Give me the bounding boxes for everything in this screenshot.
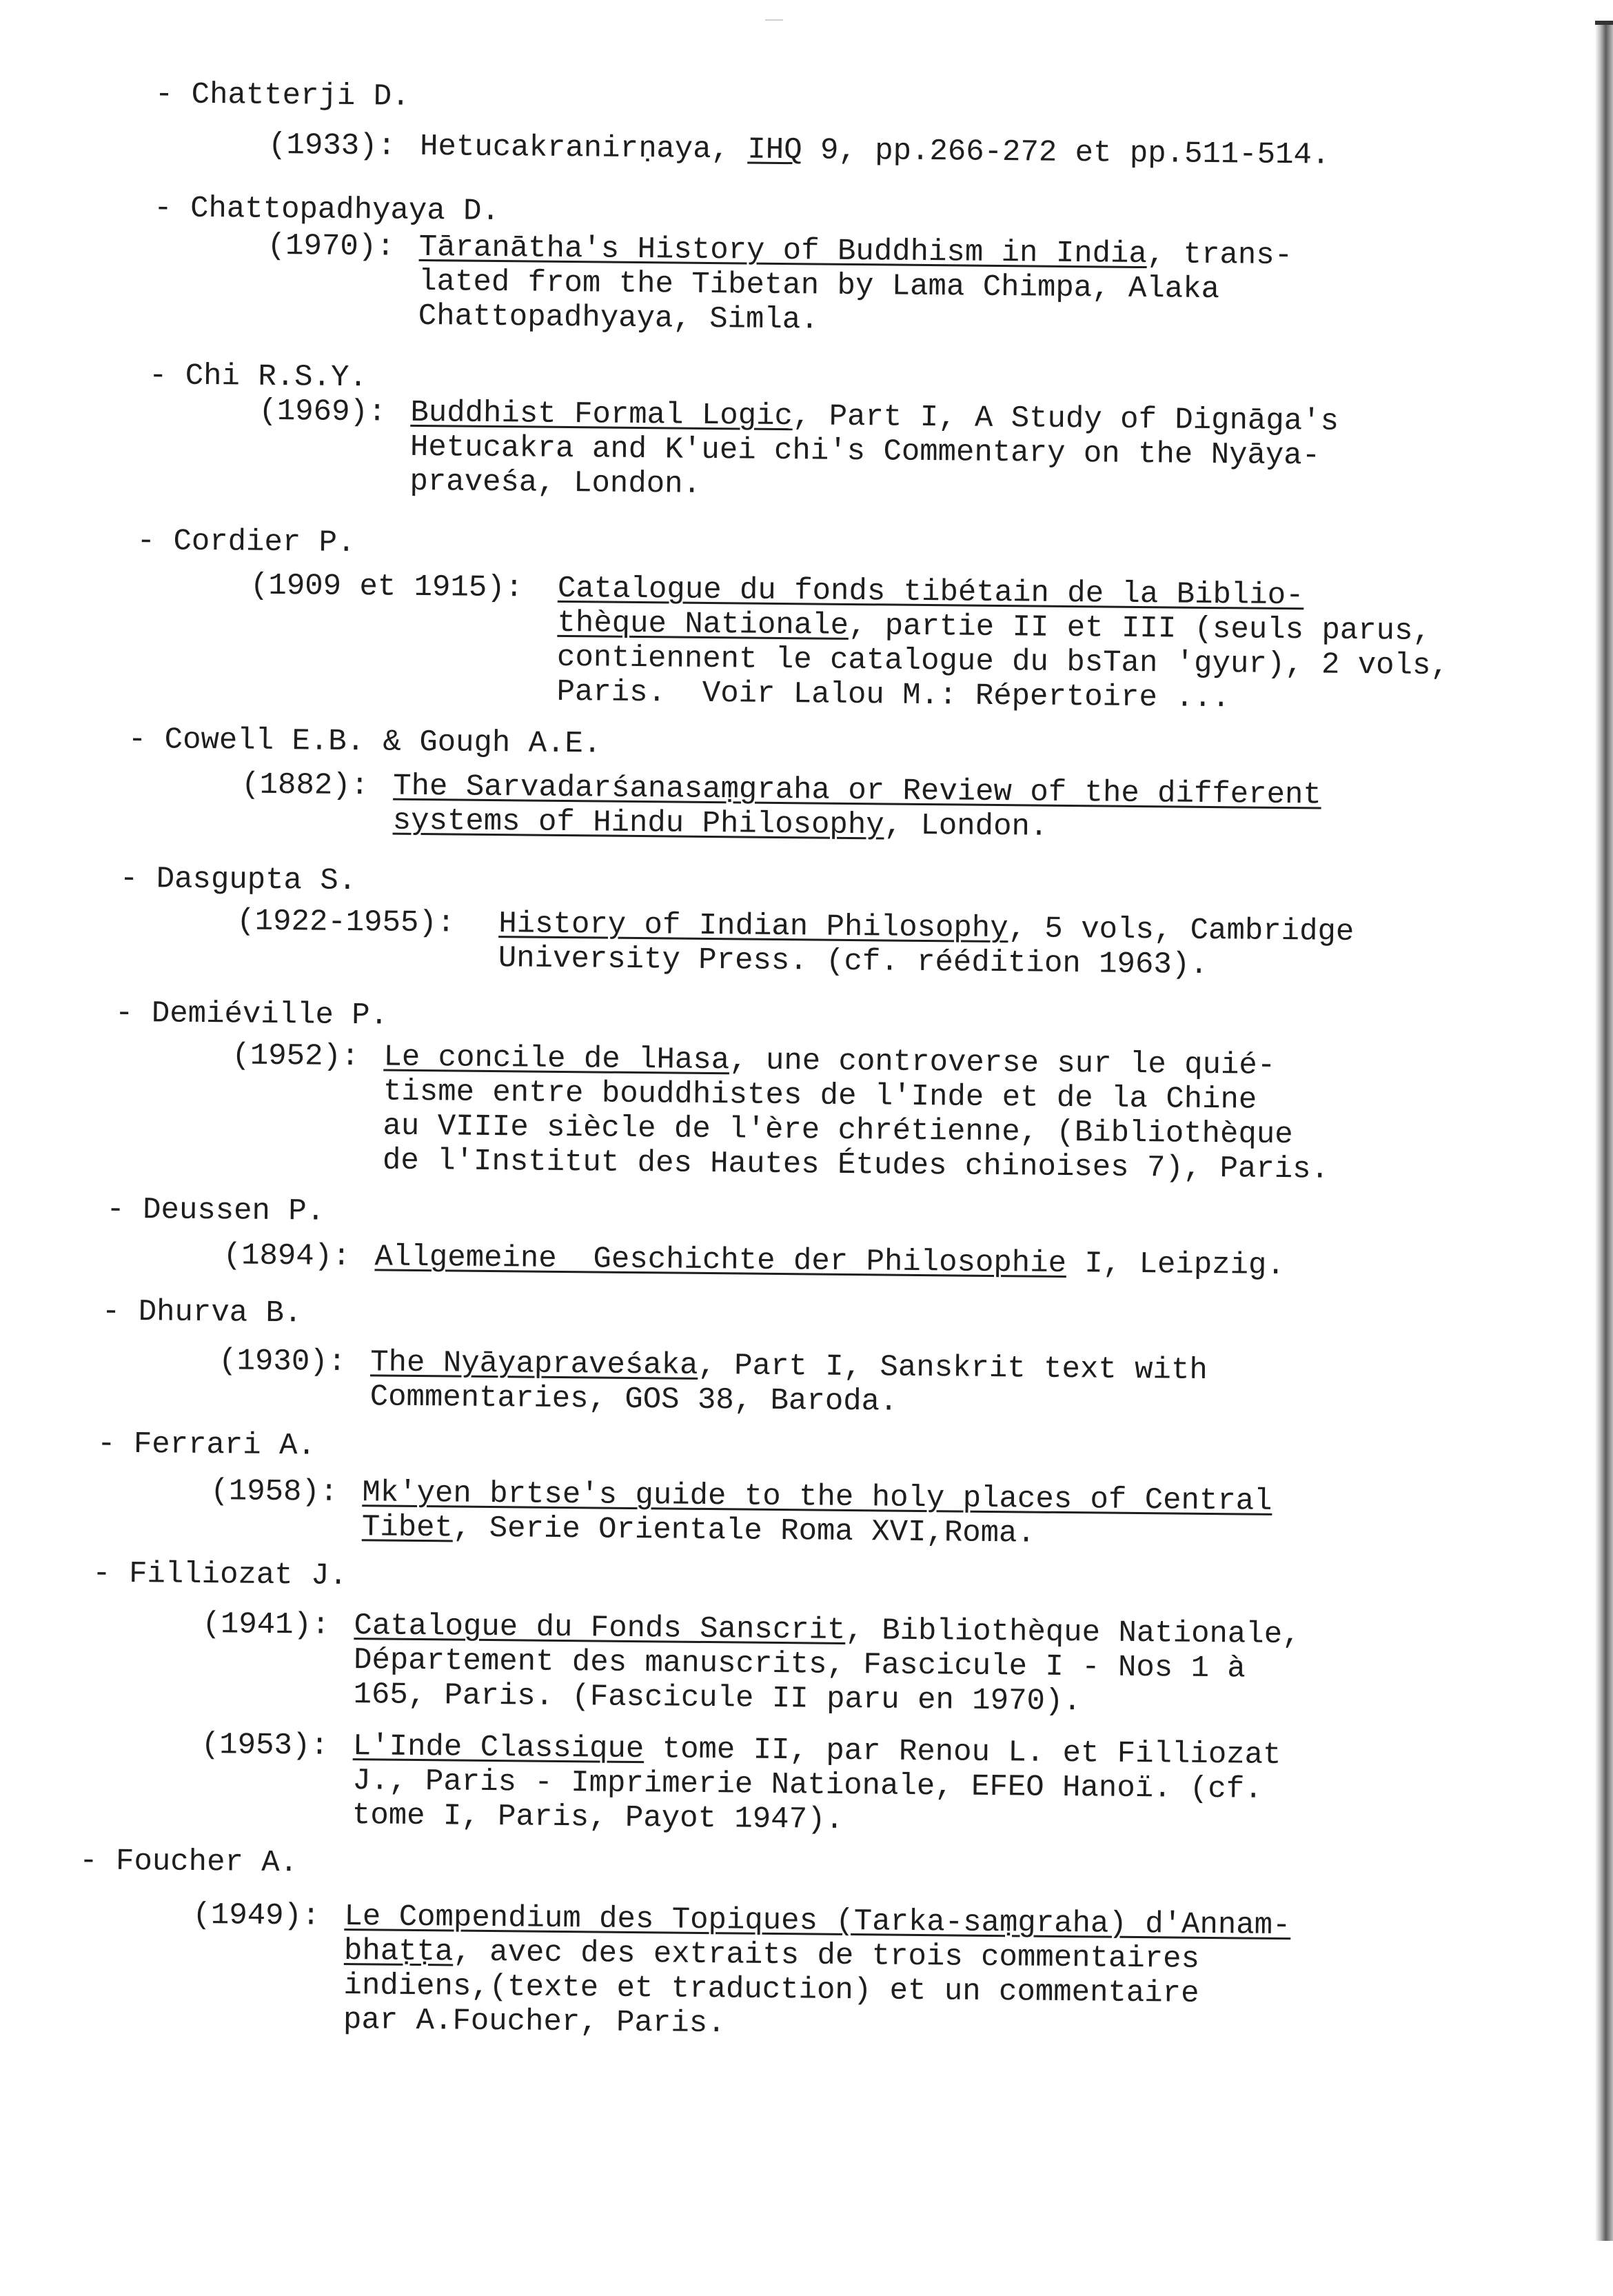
entry-text <box>420 130 1330 173</box>
entry-segment: indiens,(texte et traduction) et un commentaire <box>343 1968 1199 2011</box>
underlined-title: Allgemeine Geschichte der Philosophie <box>374 1240 1067 1282</box>
underlined-title: Le Compendium des Topiques (Tarka-saṃgraha) d'Annam- <box>344 1899 1291 1944</box>
entry-segment: Commentaries, GOS 38, Baroda. <box>369 1380 898 1420</box>
underlined-title: Le concile de lHasa <box>383 1040 730 1078</box>
entry-year: (1922-1955): <box>236 904 456 941</box>
bibliography-entry <box>210 1474 1272 1551</box>
underlined-title: IHQ <box>747 132 802 168</box>
entry-segment: praveśa, London. <box>409 464 702 502</box>
bibliography-entry <box>250 568 1450 716</box>
entry-segment: tome II, par Renou L. et Filliozat <box>644 1732 1281 1773</box>
entry-text <box>353 1609 1300 1721</box>
author-name: - Cowell E.B. & Gough A.E. <box>128 722 602 762</box>
entry-text <box>362 1476 1272 1553</box>
entry-year: (1909 et 1915): <box>250 568 524 606</box>
author-name: - Dasgupta S. <box>119 861 357 899</box>
author-name: - Dhurva B. <box>101 1294 303 1331</box>
underlined-title: thèque Nationale <box>557 605 849 643</box>
author-name: - Demiéville P. <box>114 996 389 1034</box>
entry-segment: 9, pp.266-272 et pp.511-514. <box>802 133 1330 173</box>
scan-edge-cap <box>1595 21 1613 25</box>
bibliography-entry <box>232 1038 1330 1187</box>
entry-text <box>409 396 1339 508</box>
entry-segment: , Serie Orientale Roma XVI,Roma. <box>452 1511 1036 1551</box>
bibliography-entry <box>202 1607 1301 1720</box>
author-name: - Foucher A. <box>79 1844 298 1881</box>
underlined-title: Buddhist Formal Logic <box>410 395 793 434</box>
entry-text <box>352 1729 1281 1842</box>
entry-segment: , une controverse sur le quié- <box>729 1043 1276 1083</box>
entry-line <box>374 1240 1285 1283</box>
entry-segment: lated from the Tibetan by Lama Chimpa, Alaka <box>418 264 1220 308</box>
entry-segment: I, Leipzig. <box>1066 1247 1286 1284</box>
entry-segment: par A.Foucher, Paris. <box>343 2002 726 2042</box>
bibliography-entry <box>223 1238 1286 1284</box>
underlined-title: Mk'yen brtse's guide to the holy places of Central <box>362 1476 1272 1519</box>
underlined-title: History of Indian Philosophy <box>498 907 1008 947</box>
author-name: - Deussen P. <box>106 1192 325 1229</box>
entry-year: (1933): <box>267 128 396 164</box>
author-name: - Cordier P. <box>136 524 356 561</box>
entry-text <box>369 1345 1208 1422</box>
author-name: - Ferrari A. <box>97 1427 316 1464</box>
author-name: - Chattopadhyaya D. <box>154 191 500 230</box>
entry-segment: University Press. (cf. réédition 1963). <box>498 941 1208 983</box>
entry-segment: , Part I, A Study of Dignāga's <box>792 399 1339 439</box>
underlined-title: Catalogue du fonds tibétain de la Biblio- <box>557 571 1304 614</box>
bibliography-entry <box>267 228 1293 338</box>
entry-segment: Hetucakra and K'uei chi's Commentary on the Nyāya- <box>409 430 1321 474</box>
author-name: - Chi R.S.Y. <box>148 359 368 396</box>
underlined-title: L'Inde Classique <box>352 1729 645 1767</box>
entry-segment: , Part I, Sanskrit text with <box>698 1348 1208 1388</box>
entry-segment: tome I, Paris, Payot 1947). <box>352 1798 844 1837</box>
scan-edge-shadow <box>1595 21 1613 2241</box>
entry-year: (1952): <box>232 1038 360 1075</box>
entry-year: (1953): <box>201 1727 329 1764</box>
entry-segment: , trans- <box>1146 237 1293 274</box>
entry-text <box>383 1040 1330 1187</box>
entry-text <box>374 1240 1285 1283</box>
underlined-title: Tāranātha's History of Buddhism in India <box>418 230 1148 272</box>
entry-segment: , avec des extraits de trois commentaires <box>453 1935 1200 1977</box>
underlined-title: The Nyāyapraveśaka <box>369 1345 698 1383</box>
entry-segment: , 5 vols, Cambridge <box>1008 912 1355 949</box>
bibliography-entry <box>258 394 1339 502</box>
author-name: - Chatterji D. <box>154 77 410 114</box>
entry-segment: Hetucakranirṇaya, <box>419 129 748 168</box>
underlined-title: Tibet <box>361 1510 454 1546</box>
entry-year: (1949): <box>192 1897 321 1934</box>
entry-segment: Chattopadhyaya, Simla. <box>418 299 819 338</box>
entry-year: (1930): <box>218 1344 347 1380</box>
underlined-title: systems of Hindu Philosophy <box>392 803 884 843</box>
bibliography-entry <box>267 128 1330 173</box>
underlined-title: The Sarvadarśanasaṃgraha or Review of the different <box>392 769 1322 813</box>
entry-year: (1958): <box>210 1474 338 1510</box>
entry-segment: au VIIIe siècle de l'ère chrétienne, (Bibliothèque <box>383 1109 1293 1153</box>
entry-segment: contiennent le catalogue du bsTan 'gyur), 2 vols, <box>556 640 1450 684</box>
entry-text <box>343 1900 1291 2046</box>
underlined-title: bhaṭṭa <box>343 1933 454 1970</box>
entry-year: (1882): <box>241 767 369 804</box>
author-name: - Filliozat J. <box>92 1556 348 1594</box>
entry-year: (1941): <box>202 1607 330 1643</box>
entry-text <box>393 769 1322 847</box>
entry-segment: tisme entre bouddhistes de l'Inde et de la Chine <box>383 1074 1257 1118</box>
entry-segment: Département des manuscrits, Fascicule I - Nos 1 à <box>353 1643 1246 1686</box>
entry-line <box>420 130 1330 173</box>
bibliography-entry <box>192 1897 1291 2042</box>
scan-speck <box>765 19 783 21</box>
bibliography-entry <box>236 904 1355 983</box>
bibliography-entry <box>201 1727 1281 1837</box>
entry-segment: 165, Paris. (Fascicule II paru en 1970). <box>353 1678 1082 1720</box>
entry-text <box>498 907 1355 984</box>
entry-year: (1894): <box>223 1238 351 1275</box>
entry-segment: , partie II et III (seuls parus, <box>848 608 1432 649</box>
entry-text <box>556 572 1450 718</box>
entry-text <box>418 230 1293 342</box>
entry-segment: , London. <box>884 808 1048 845</box>
entry-segment: J., Paris - Imprimerie Nationale, EFEO Hanoï. (cf. <box>352 1764 1263 1807</box>
bibliography-entry <box>218 1344 1208 1420</box>
underlined-title: Catalogue du Fonds Sanscrit <box>354 1609 846 1648</box>
entry-year: (1970): <box>267 228 395 265</box>
entry-segment: , Bibliothèque Nationale, <box>845 1613 1301 1653</box>
entry-year: (1969): <box>258 394 387 430</box>
bibliography-entry <box>241 767 1322 845</box>
entry-segment: de l'Institut des Hautes Études chinoises 7), Paris. <box>382 1143 1330 1187</box>
entry-segment: Paris. Voir Lalou M.: Répertoire ... <box>556 674 1230 716</box>
